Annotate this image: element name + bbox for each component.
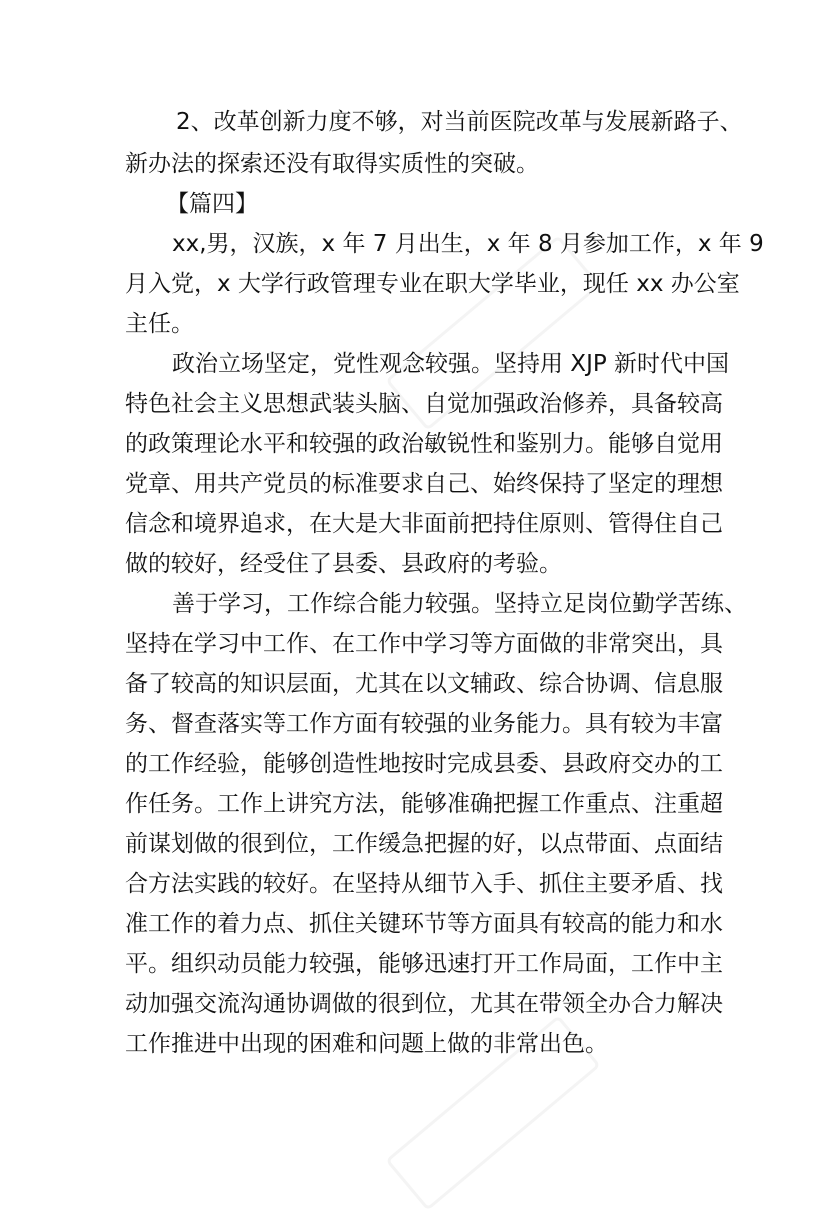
text-line: 作任务。工作上讲究方法，能够准确把握工作重点、注重超 [125,791,723,817]
text-line: 的工作经验，能够创造性地按时完成县委、县政府交办的工 [125,751,723,777]
text-line: 的政策理论水平和较强的政治敏锐性和鉴别力。能够自觉用 [125,431,723,457]
text-line: 2、改革创新力度不够，对当前医院改革与发展新路子、 [176,109,743,135]
text-line: 党章、用共产党员的标准要求自己、始终保持了坚定的理想 [125,471,723,497]
text-line: 平。组织动员能力较强，能够迅速打开工作局面，工作中主 [125,951,723,977]
text-line: 信念和境界追求，在大是大非面前把持住原则、管得住自己 [125,511,723,537]
text-line: 新办法的探索还没有取得实质性的突破。 [125,151,539,177]
text-line: 政治立场坚定，党性观念较强。坚持用 XJP 新时代中国 [172,351,730,377]
text-line: 前谋划做的很到位，工作缓急把握的好，以点带面、点面结 [125,831,723,857]
text-line: 准工作的着力点、抓住关键环节等方面具有较高的能力和水 [125,911,723,937]
text-line: 务、督查落实等工作方面有较强的业务能力。具有较为丰富 [125,711,723,737]
text-line: 工作推进中出现的困难和问题上做的非常出色。 [125,1031,608,1057]
text-line: xx,男，汉族，x 年 7 月出生，x 年 8 月参加工作，x 年 9 [172,231,764,257]
text-line: 善于学习，工作综合能力较强。坚持立足岗位勤学苦练、 [172,591,747,617]
text-line: 特色社会主义思想武装头脑、自觉加强政治修养，具备较高 [125,391,723,417]
text-line: 月入党，x 大学行政管理专业在职大学毕业，现任 xx 办公室 [125,271,740,297]
text-line: 坚持在学习中工作、在工作中学习等方面做的非常突出，具 [125,631,723,657]
text-line: 备了较高的知识层面，尤其在以文辅政、综合协调、信息服 [125,671,723,697]
text-line: 动加强交流沟通协调做的很到位，尤其在带领全办合力解决 [125,991,723,1017]
text-line: 做的较好，经受住了县委、县政府的考验。 [125,551,562,577]
text-line: 合方法实践的较好。在坚持从细节入手、抓住主要矛盾、找 [125,871,723,897]
section-heading: 【篇四】 [166,191,258,217]
text-line: 主任。 [125,311,194,337]
